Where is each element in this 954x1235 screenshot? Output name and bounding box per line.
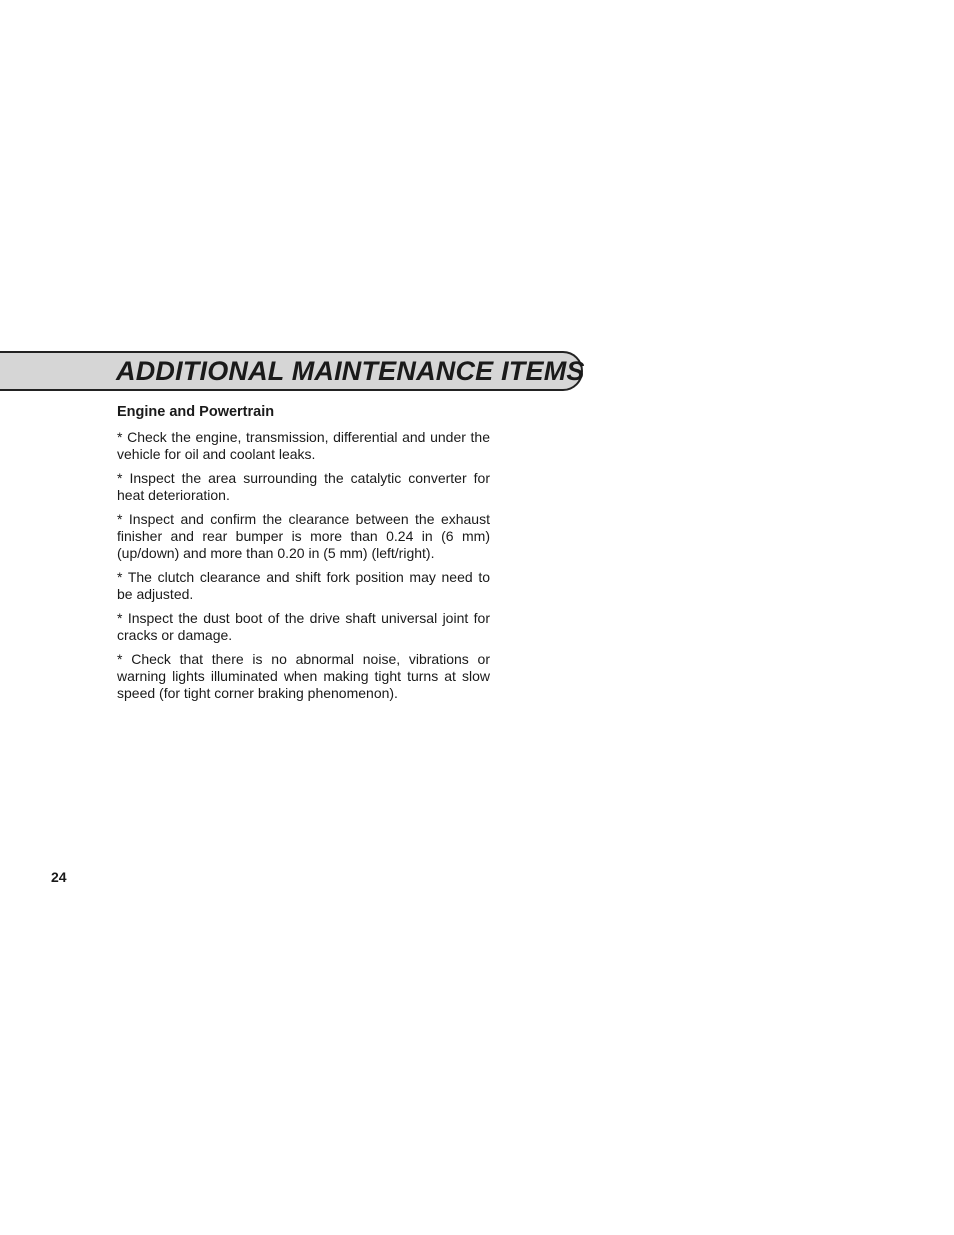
maintenance-item: * Inspect the dust boot of the drive shaft universal joint for cracks or damage. bbox=[117, 610, 490, 643]
main-content bbox=[117, 403, 490, 709]
maintenance-item: * Inspect the area surrounding the catalytic converter for heat deterioration. bbox=[117, 470, 490, 503]
page-number: 24 bbox=[51, 869, 67, 885]
maintenance-item: * Check the engine, transmission, differential and under the vehicle for oil and coolant leaks. bbox=[117, 429, 490, 462]
maintenance-item: * The clutch clearance and shift fork position may need to be adjusted. bbox=[117, 569, 490, 602]
maintenance-item: * Inspect and confirm the clearance between the exhaust finisher and rear bumper is more than 0.24 in (6 mm) (up/down) and more than 0.20 in (5 mm) (left/right). bbox=[117, 511, 490, 561]
section-title: ADDITIONAL MAINTENANCE ITEMS bbox=[116, 356, 585, 386]
subsection-heading: Engine and Powertrain bbox=[117, 404, 275, 420]
maintenance-item: * Check that there is no abnormal noise, vibrations or warning lights illuminated when making tight turns at slow speed (for tight corner braking phenomenon). bbox=[117, 651, 490, 701]
maintenance-item-list bbox=[117, 429, 490, 702]
